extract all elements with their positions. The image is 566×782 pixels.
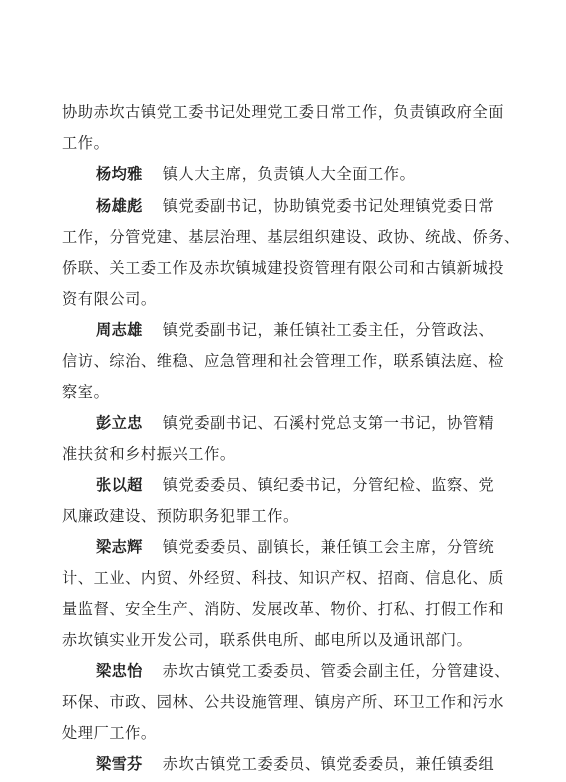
- paragraph-line: [62, 131, 109, 155]
- line-text: 镇人大主席，负责镇人大全面工作。: [162, 165, 416, 183]
- paragraph-line: [96, 318, 494, 342]
- person-name: 梁忠怡: [96, 662, 143, 680]
- paragraph-line: [62, 380, 109, 404]
- person-name: 张以超: [96, 476, 143, 494]
- paragraph-line: [96, 752, 494, 776]
- line-text: 察室。: [62, 383, 110, 401]
- line-text: 侨联、关工委工作及赤坎镇城建投资管理有限公司和古镇新城投: [62, 259, 505, 277]
- person-name: 周志雄: [96, 321, 143, 339]
- paragraph-line: [96, 194, 494, 218]
- paragraph-line: [96, 535, 494, 559]
- paragraph-line: [62, 287, 157, 311]
- paragraph-line: [96, 411, 494, 435]
- person-name: 杨雄彪: [96, 197, 143, 215]
- paragraph-line: [62, 504, 299, 528]
- line-text: 镇党委委员、镇纪委书记，分管纪检、监察、党: [162, 476, 495, 494]
- paragraph-line: [62, 349, 504, 373]
- paragraph-line: [96, 162, 415, 186]
- line-text: 处理厂工作。: [62, 724, 157, 742]
- person-name: 杨均雅: [96, 165, 143, 183]
- paragraph-line: [62, 225, 520, 249]
- line-text: 镇党委委员、副镇长，兼任镇工会主席，分管统: [162, 538, 495, 556]
- person-name: 梁志辉: [96, 538, 143, 556]
- paragraph-line: [62, 690, 504, 714]
- person-name: 梁雪芬: [96, 755, 143, 773]
- paragraph-line: [62, 628, 472, 652]
- paragraph-line: [96, 659, 510, 683]
- paragraph-line: [62, 256, 504, 280]
- line-text: 风廉政建设、预防职务犯罪工作。: [62, 507, 299, 525]
- line-text: 镇党委副书记，兼任镇社工委主任，分管政法、: [162, 321, 495, 339]
- line-text: 信访、综治、维稳、应急管理和社会管理工作，联系镇法庭、检: [62, 352, 505, 370]
- line-text: 赤坎镇实业开发公司，联系供电所、邮电所以及通讯部门。: [62, 631, 473, 649]
- line-text: 工作。: [62, 134, 110, 152]
- line-text: 环保、市政、园林、公共设施管理、镇房产所、环卫工作和污水: [62, 693, 505, 711]
- line-text: 工作，分管党建、基层治理、基层组织建设、政协、统战、侨务、: [62, 228, 520, 246]
- line-text: 镇党委副书记，协助镇党委书记处理镇党委日常: [162, 197, 495, 215]
- paragraph-line: [62, 597, 504, 621]
- line-text: 计、工业、内贸、外经贸、科技、知识产权、招商、信息化、质: [62, 569, 505, 587]
- line-text: 量监督、安全生产、消防、发展改革、物价、打私、打假工作和: [62, 600, 505, 618]
- person-name: 彭立忠: [96, 414, 143, 432]
- line-text: 协助赤坎古镇党工委书记处理党工委日常工作，负责镇政府全面: [62, 103, 505, 121]
- line-text: 赤坎古镇党工委委员、镇党委委员，兼任镇委组: [162, 755, 495, 773]
- paragraph-line: [62, 442, 236, 466]
- line-text: 赤坎古镇党工委委员、管委会副主任，分管建设、: [162, 662, 511, 680]
- paragraph-line: [62, 566, 504, 590]
- line-text: 准扶贫和乡村振兴工作。: [62, 445, 236, 463]
- paragraph-line: [62, 721, 157, 745]
- line-text: 镇党委副书记、石溪村党总支第一书记，协管精: [162, 414, 495, 432]
- paragraph-line: [62, 100, 504, 124]
- paragraph-line: [96, 473, 494, 497]
- line-text: 资有限公司。: [62, 290, 157, 308]
